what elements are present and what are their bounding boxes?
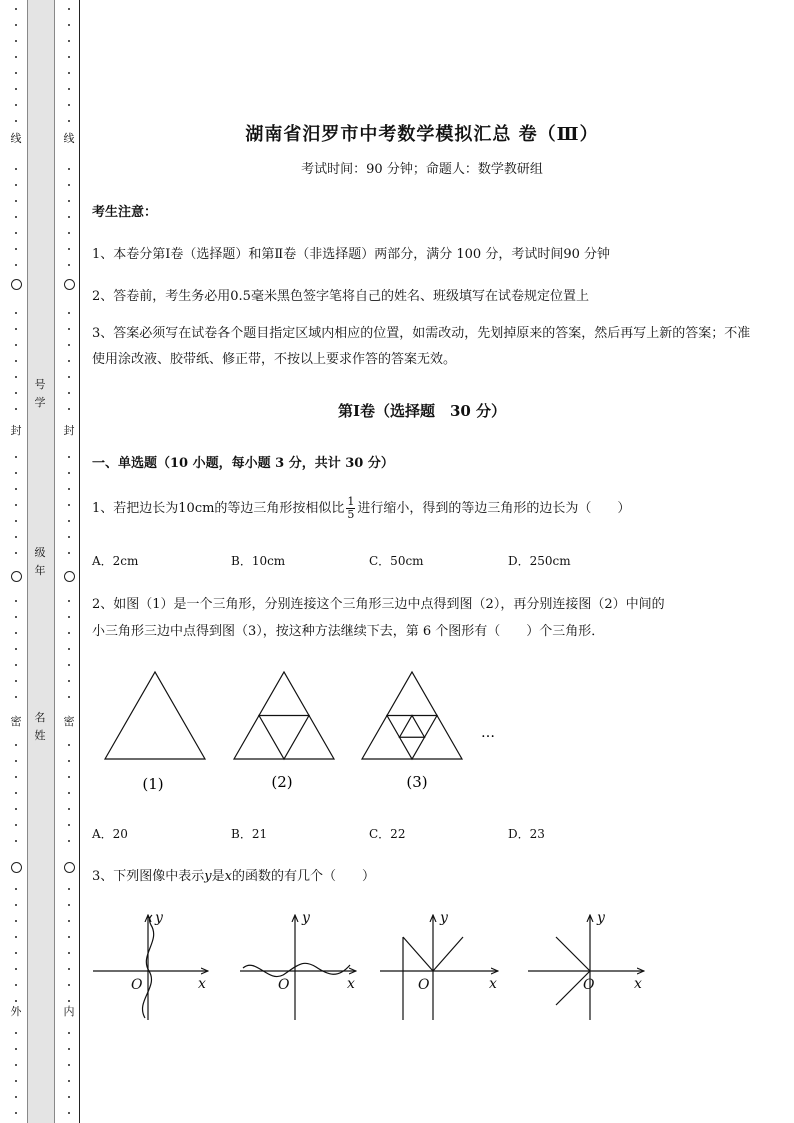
q3-function-graphs — [88, 905, 668, 1030]
cut-line-dot — [15, 744, 17, 746]
outer-label-wai: 外 — [10, 1005, 22, 1018]
cut-line-dot — [15, 824, 17, 826]
cut-line-dot — [68, 88, 70, 90]
binding-hole-mark — [64, 862, 75, 873]
cut-line-dot — [15, 1032, 17, 1034]
triangle-figure-1 — [105, 672, 205, 759]
cut-line-dot — [68, 552, 70, 554]
cut-line-dot — [15, 760, 17, 762]
outer-label-feng: 封 — [10, 424, 22, 437]
cut-line-dot — [15, 968, 17, 970]
fraction-denominator: 5 — [347, 508, 355, 521]
inner-midpoint-triangle — [400, 716, 425, 738]
cut-line-dot — [68, 328, 70, 330]
notice-heading: 考生注意： — [92, 205, 158, 220]
cut-line-dot — [68, 1032, 70, 1034]
question-3 — [92, 865, 375, 884]
cut-line-dot — [15, 552, 17, 554]
cut-line-dot — [68, 120, 70, 122]
cut-line-dot — [68, 792, 70, 794]
cut-line-dot — [15, 360, 17, 362]
cut-line-dot — [68, 392, 70, 394]
q3-suffix: 的函数的有几个（ ） — [232, 869, 376, 884]
axis-label-y: y — [440, 910, 448, 926]
q1-choice-c[interactable]: C．50cm — [369, 554, 424, 568]
q1-fraction — [346, 496, 355, 521]
cut-line-dot — [15, 664, 17, 666]
cut-line-dot — [68, 648, 70, 650]
cut-line-dot — [15, 1064, 17, 1066]
cut-line-dot — [68, 312, 70, 314]
cut-line-dot — [68, 632, 70, 634]
cut-line-dot — [15, 312, 17, 314]
q1-choice-b[interactable]: B．10cm — [231, 554, 286, 568]
field-char: 年 — [34, 564, 46, 577]
outer-label-mi: 密 — [10, 715, 22, 728]
q3-prefix: 3、下列图像中表示 — [92, 869, 205, 884]
cut-line-dot — [15, 392, 17, 394]
cut-line-dot — [68, 1048, 70, 1050]
q1-suffix: 进行缩小，得到的等边三角形的边长为（ ） — [357, 501, 631, 516]
cut-line-dot — [68, 1096, 70, 1098]
var-x: x — [224, 869, 232, 884]
origin-label: O — [278, 977, 290, 993]
cut-line-dot — [68, 776, 70, 778]
q1-prefix: 1、若把边长为10cm的等边三角形按相似比 — [92, 501, 345, 516]
exam-subtitle: 考试时间：90 分钟；命题人：数学教研组 — [301, 162, 543, 177]
cut-line-dot — [15, 616, 17, 618]
cut-line-dot — [15, 408, 17, 410]
axis-label-x: x — [198, 976, 206, 992]
cut-line-dot — [15, 888, 17, 890]
q2-choice-a[interactable]: A．20 — [92, 827, 128, 841]
cut-line-dot — [68, 24, 70, 26]
cut-line-dot — [15, 24, 17, 26]
cut-line-dot — [68, 40, 70, 42]
cut-line-dot — [68, 536, 70, 538]
part1-heading: 第Ⅰ卷（选择题 30 分） — [337, 402, 507, 420]
cut-line-dot — [15, 200, 17, 202]
cut-line-dot — [15, 328, 17, 330]
cut-line-dot — [68, 8, 70, 10]
origin-label: O — [418, 977, 430, 993]
cut-line-dot — [15, 184, 17, 186]
cut-line-dot — [68, 344, 70, 346]
cut-line-dot — [68, 72, 70, 74]
cut-line-dot — [68, 936, 70, 938]
cut-line-dot — [68, 840, 70, 842]
cut-line-dot — [15, 952, 17, 954]
axis-label-y: y — [155, 910, 163, 926]
cut-line-dot — [15, 1000, 17, 1002]
cut-line-dot — [68, 520, 70, 522]
binding-hole-mark — [11, 279, 22, 290]
cut-line-dot — [15, 248, 17, 250]
cut-line-dot — [15, 920, 17, 922]
cut-line-dot — [68, 56, 70, 58]
cut-line-dot — [68, 600, 70, 602]
notice-item-2: 2、答卷前，考生务必用0.5毫米黑色签字笔将自己的姓名、班级填写在试卷规定位置上 — [92, 289, 589, 304]
section-heading: 一、单选题（10 小题，每小题 3 分，共计 30 分） — [92, 456, 394, 471]
cut-line-dot — [15, 72, 17, 74]
cut-line-dot — [15, 600, 17, 602]
binding-hole-mark — [64, 571, 75, 582]
cut-line-dot — [68, 904, 70, 906]
graph-c — [380, 915, 498, 1020]
cut-line-dot — [68, 664, 70, 666]
cut-line-dot — [15, 696, 17, 698]
cut-line-dot — [68, 808, 70, 810]
student-id-field[interactable] — [33, 376, 47, 412]
cut-line-dot — [68, 456, 70, 458]
cut-line-dot — [68, 216, 70, 218]
axis-label-x: x — [347, 976, 355, 992]
figure-label-3: (3) — [406, 773, 428, 791]
cut-line-dot — [68, 104, 70, 106]
cut-line-dot — [15, 808, 17, 810]
cut-line-dot — [68, 1064, 70, 1066]
cut-line-dot — [15, 648, 17, 650]
cut-line-dot — [68, 968, 70, 970]
notice-item-1: 1、本卷分第Ⅰ卷（选择题）和第Ⅱ卷（非选择题）两部分，满分 100 分，考试时间90 分钟 — [92, 247, 610, 262]
q2-choice-d[interactable]: D．23 — [508, 827, 545, 841]
inner-label-mi: 密 — [63, 715, 75, 728]
cut-line-dot — [15, 536, 17, 538]
figure-label-1: (1) — [142, 775, 164, 793]
cut-line-dot — [68, 744, 70, 746]
cut-line-dot — [68, 264, 70, 266]
cut-line-dot — [68, 1112, 70, 1114]
inner-label-xian: 线 — [63, 132, 75, 145]
cut-line-dot — [15, 792, 17, 794]
binding-hole-mark — [11, 862, 22, 873]
cut-line-dot — [68, 680, 70, 682]
cut-line-dot — [15, 984, 17, 986]
cut-line-dot — [68, 760, 70, 762]
cut-line-dot — [15, 1048, 17, 1050]
outer-label-xian: 线 — [10, 132, 22, 145]
cut-line-dot — [15, 376, 17, 378]
cut-line-dot — [15, 1096, 17, 1098]
axis-label-x: x — [489, 976, 497, 992]
origin-label: O — [583, 977, 595, 993]
cut-line-dot — [15, 520, 17, 522]
cut-line-dot — [15, 216, 17, 218]
inner-label-nei: 内 — [63, 1005, 75, 1018]
cut-line-dot — [15, 232, 17, 234]
figure-ellipsis: … — [481, 725, 495, 741]
field-char: 号 — [34, 378, 46, 391]
binding-hole-mark — [64, 279, 75, 290]
cut-line-dot — [68, 488, 70, 490]
cut-line-dot — [68, 920, 70, 922]
field-char: 级 — [34, 546, 46, 559]
q2-choice-b[interactable]: B．21 — [231, 827, 268, 841]
cut-line-dot — [15, 456, 17, 458]
grade-field[interactable] — [33, 544, 47, 580]
cut-line-dot — [15, 840, 17, 842]
figure-label-2: (2) — [271, 773, 293, 791]
cut-line-dot — [15, 936, 17, 938]
binding-hole-mark — [11, 571, 22, 582]
inner-label-feng: 封 — [63, 424, 75, 437]
cut-line-dot — [15, 1080, 17, 1082]
cut-line-dot — [15, 168, 17, 170]
axis-label-y: y — [597, 910, 605, 926]
cut-line-dot — [68, 408, 70, 410]
axis-label-y: y — [302, 910, 310, 926]
cut-line-dot — [68, 888, 70, 890]
q1-choice-a[interactable]: A．2cm — [92, 554, 139, 568]
axis-label-x: x — [634, 976, 642, 992]
question-2-line-1: 2、如图（1）是一个三角形，分别连接这个三角形三边中点得到图（2），再分别连接图（2）中间的 — [92, 597, 665, 612]
q2-triangle-figures — [92, 660, 512, 800]
graph-d — [528, 915, 644, 1020]
graph-a — [93, 915, 208, 1020]
cut-line-dot — [15, 904, 17, 906]
cut-line-dot — [68, 168, 70, 170]
cut-line-dot — [15, 104, 17, 106]
cut-line-dot — [68, 248, 70, 250]
question-2-line-2: 小三角形三边中点得到图（3），按这种方法继续下去，第 6 个图形有（ ）个三角形． — [92, 624, 605, 639]
cut-line-dot — [15, 632, 17, 634]
cut-line-dot — [15, 344, 17, 346]
cut-line-dot — [15, 680, 17, 682]
field-char: 名 — [34, 711, 46, 724]
cut-line-dot — [15, 88, 17, 90]
cut-line-dot — [68, 472, 70, 474]
notice-item-3: 3、答案必须写在试卷各个题目指定区域内相应的位置，如需改动，先划掉原来的答案，然后再写上新的答案；不准使用涂改液、胶带纸、修正带，不按以上要求作答的答案无效。 — [92, 326, 751, 367]
field-char: 姓 — [34, 729, 46, 742]
cut-line-dot — [68, 200, 70, 202]
cut-line-dot — [68, 232, 70, 234]
question-1 — [92, 494, 630, 524]
cut-line-dot — [15, 120, 17, 122]
cut-line-dot — [68, 1000, 70, 1002]
cut-line-dot — [15, 56, 17, 58]
cut-line-dot — [68, 360, 70, 362]
q1-choice-d[interactable]: D．250cm — [508, 554, 571, 568]
cut-line-dot — [15, 504, 17, 506]
cut-line-dot — [15, 488, 17, 490]
cut-line-dot — [68, 984, 70, 986]
cut-line-dot — [15, 264, 17, 266]
q3-middle: 是 — [211, 869, 225, 884]
field-char: 学 — [34, 396, 46, 409]
cut-line-dot — [68, 376, 70, 378]
cut-line-dot — [68, 616, 70, 618]
exam-title: 湖南省汨罗市中考数学模拟汇总 卷（Ⅲ） — [245, 124, 599, 145]
var-y: y — [204, 869, 212, 884]
cut-line-dot — [68, 504, 70, 506]
q2-choice-c[interactable]: C．22 — [369, 827, 406, 841]
cut-line-dot — [68, 1080, 70, 1082]
cut-line-dot — [15, 472, 17, 474]
cut-line-dot — [68, 696, 70, 698]
origin-label: O — [131, 977, 143, 993]
cut-line-dot — [15, 40, 17, 42]
binding-margin — [0, 0, 84, 1123]
binding-rule — [79, 0, 80, 1123]
cut-line-dot — [68, 184, 70, 186]
cut-line-dot — [68, 824, 70, 826]
graph-b — [240, 915, 356, 1020]
fraction-numerator: 1 — [347, 495, 355, 508]
name-field[interactable] — [33, 709, 47, 745]
cut-line-dot — [15, 8, 17, 10]
midpoint-triangle — [259, 716, 309, 760]
cut-line-dot — [15, 1112, 17, 1114]
cut-line-dot — [68, 952, 70, 954]
cut-line-dot — [15, 776, 17, 778]
